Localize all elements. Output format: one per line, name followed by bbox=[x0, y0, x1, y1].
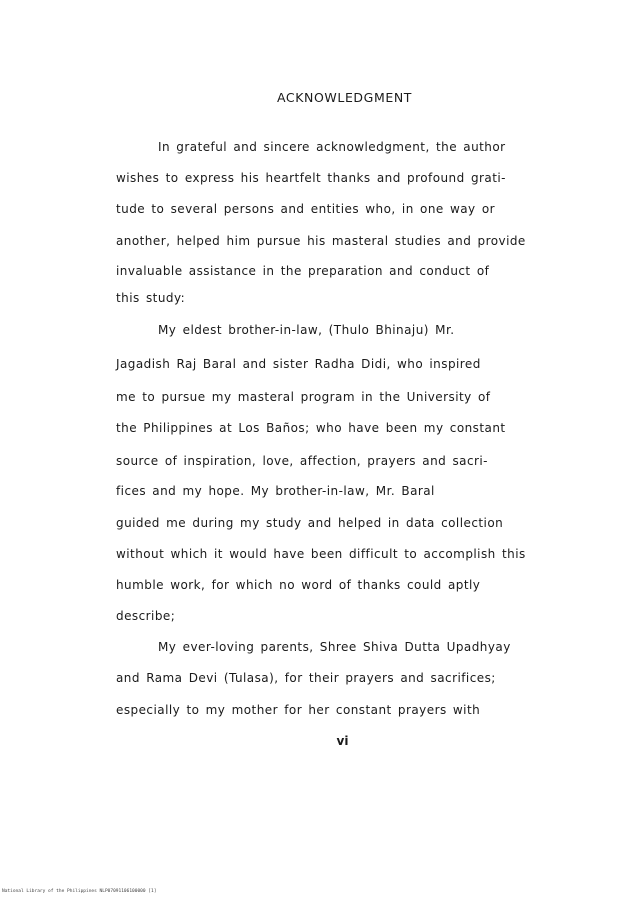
paragraph-line: and Rama Devi (Tulasa), for their prayers and sacrifices; bbox=[116, 671, 496, 685]
paragraph-line: this study: bbox=[116, 291, 186, 305]
paragraph-line: In grateful and sincere acknowledgment, the author bbox=[158, 140, 506, 154]
paragraph-line: Jagadish Raj Baral and sister Radha Didi, who inspired bbox=[116, 357, 481, 371]
paragraph-line: invaluable assistance in the preparation and conduct of bbox=[116, 264, 490, 278]
paragraph-line: without which it would have been difficult to accomplish this bbox=[116, 547, 526, 561]
paragraph-line: another, helped him pursue his masteral studies and provide bbox=[116, 234, 526, 248]
paragraph-line: source of inspiration, love, affection, prayers and sacri- bbox=[116, 454, 488, 468]
paragraph-line: the Philippines at Los Baños; who have been my constant bbox=[116, 421, 506, 435]
paragraph-line: My eldest brother-in-law, (Thulo Bhinaju) Mr. bbox=[158, 323, 455, 337]
page-title: ACKNOWLEDGMENT bbox=[276, 90, 413, 105]
paragraph-line: me to pursue my masteral program in the University of bbox=[116, 390, 491, 404]
page-number: vi bbox=[336, 734, 349, 748]
paragraph-line: describe; bbox=[116, 609, 176, 623]
paragraph-line: especially to my mother for her constant prayers with bbox=[116, 703, 481, 717]
footer-stamp: National Library of the Philippines NLP07091106100000 [1] bbox=[2, 889, 157, 894]
paragraph-line: My ever-loving parents, Shree Shiva Dutta Upadhyay bbox=[158, 640, 511, 654]
paragraph-line: tude to several persons and entities who, in one way or bbox=[116, 202, 496, 216]
paragraph-line: guided me during my study and helped in data collection bbox=[116, 516, 504, 530]
paragraph-line: humble work, for which no word of thanks could aptly bbox=[116, 578, 481, 592]
paragraph-line: fices and my hope. My brother-in-law, Mr. Baral bbox=[116, 484, 435, 498]
paragraph-line: wishes to express his heartfelt thanks and profound grati- bbox=[116, 171, 506, 185]
